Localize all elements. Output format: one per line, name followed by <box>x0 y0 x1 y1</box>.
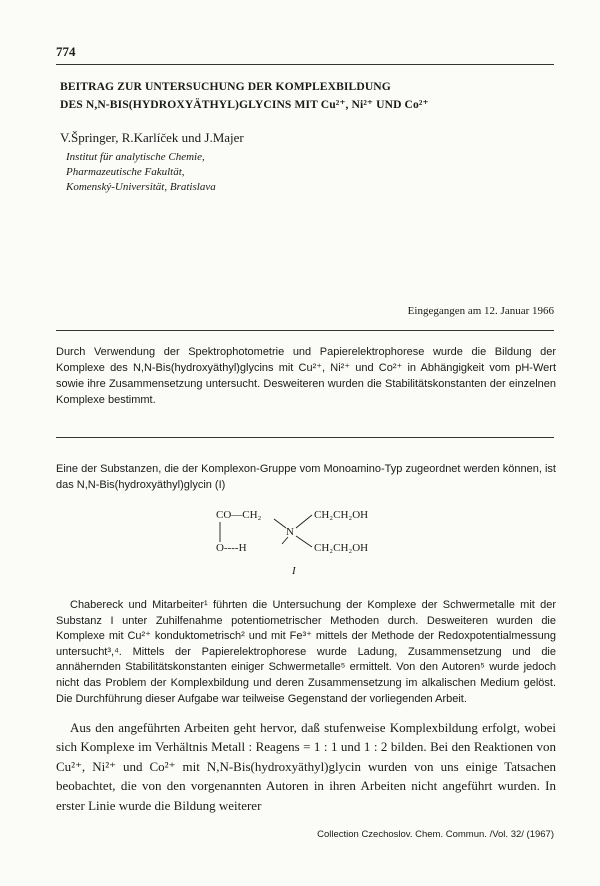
abstract: Durch Verwendung der Spektrophotometrie und Papierelektrophorese wurde die Bildung der Komplexe des N,N-Bis(hydroxyäthyl)glycins mit Cu²⁺, Ni²⁺ und Co²⁺ in Abhängigkeit vom pH-Wert sowie ihre Zusammensetzung untersucht. Desweiteren wurden die Stabilitätskonstanten der einzelnen Komplexe bestimmt. <box>56 346 556 406</box>
affiliation-line: Institut für analytische Chemie, <box>66 151 205 163</box>
journal-footer: Collection Czechoslov. Chem. Commun. /Vol. 32/ (1967) <box>317 829 554 840</box>
title-line-1: BEITRAG ZUR UNTERSUCHUNG DER KOMPLEXBILDUNG <box>60 80 391 93</box>
structural-formula <box>210 504 410 582</box>
intro-paragraph: Eine der Substanzen, die der Komplexon-Gruppe vom Monoamino-Typ zugeordnet werden können, ist das N,N-Bis(hydroxyäthyl)glycin (I) <box>56 463 556 491</box>
authors: V.Špringer, R.Karlíček und J.Majer <box>60 130 244 145</box>
formula-o-h: O----H <box>216 542 247 554</box>
formula-co-ch2: CO—CH₂ <box>216 509 262 521</box>
bond-ch2-n <box>274 519 286 528</box>
body-paragraph: Aus den angeführten Arbeiten geht hervor, daß stufenweise Komplexbildung erfolgt, wobei sich Komplexe im Verhältnis Metall : Reagens = 1 : 1 und 1 : 2 bilden. Bei den Reaktionen von Cu²⁺, Ni²⁺ und Co²⁺ mit N,N-Bis(hydroxyäthyl)glycin wurden von uns einige Tatsachen beobachtet, die von den vorgenannten Autoren in ihren Arbeiten nicht angeführt wurden. In erster Linie wurde die Bildung weiterer <box>56 720 556 813</box>
abstract-bottom-rule <box>56 437 554 438</box>
formula-nitrogen: N <box>286 526 294 538</box>
formula-ch2ch2oh-top: CH₂CH₂OH <box>314 509 369 521</box>
bond-n-top <box>296 515 312 528</box>
body-paragraph: Chabereck und Mitarbeiter¹ führten die Untersuchung der Komplexe der Schwermetalle mit der Substanz I unter Zuhilfenahme potentiometrischer Methoden durch. Desweiteren wurden die Komplexe mit Cu²⁺ konduktometrisch² und mit Fe³⁺ mittels der Methode der Redoxpotentialmessung untersucht³,⁴. Mittels der Papierelektrophorese wurde Ladung, Zusammensetzung und die annähernden Stabilitätskonstanten einiger Schwermetalle⁵ ermittelt. Von den Autoren⁵ wurde jedoch nicht das Problem der Komplexbildung und deren Zusammensetzung im alkalischen Medium gelöst. Die Durchführung dieser Aufgabe war teilweise Gegenstand der vorliegenden Arbeit. <box>56 599 556 705</box>
abstract-top-rule <box>56 330 554 331</box>
affiliation-line: Pharmazeutische Fakultät, <box>66 166 185 178</box>
formula-ch2ch2oh-bottom: CH₂CH₂OH <box>314 542 369 554</box>
formula-label: I <box>292 565 296 577</box>
bond-n-bottom <box>296 536 312 547</box>
bond-n-h <box>282 537 288 544</box>
received-date: Eingegangen am 12. Januar 1966 <box>407 305 554 317</box>
header-rule <box>56 64 554 65</box>
page-number: 774 <box>56 44 76 59</box>
title-line-2: DES N,N-BIS(HYDROXYÄTHYL)GLYCINS MIT Cu²⁺, Ni²⁺ UND Co²⁺ <box>60 98 429 111</box>
affiliation-line: Komenský-Universität, Bratislava <box>66 181 216 193</box>
